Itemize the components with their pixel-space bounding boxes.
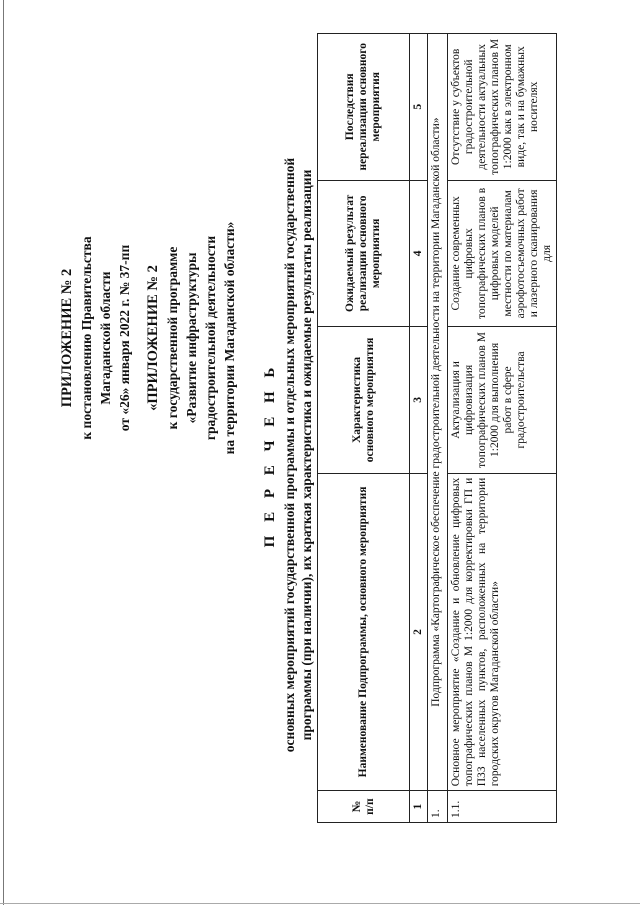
appendix-line: на территории Магаданской области» — [222, 221, 237, 455]
appendix-header — [58, 158, 239, 518]
table-row — [448, 34, 557, 823]
table-header-row — [318, 34, 410, 823]
subprogram-row — [428, 34, 448, 823]
appendix-line: к постановлению Правительства — [79, 236, 94, 440]
column-number: 1 — [410, 791, 428, 823]
column-number-row — [410, 34, 428, 823]
header-cell-name: Наименование Подпрограммы, основного мероприятия — [318, 473, 410, 791]
column-number: 3 — [410, 327, 428, 474]
appendix-title: ПРИЛОЖЕНИЕ № 2 — [59, 268, 75, 408]
measure-characteristic: Актуализация и цифровизация топографических планов М 1:2000 для выполнения работ в сфере градостроительства — [448, 327, 557, 474]
appendix-line: к государственной программе — [165, 246, 180, 430]
subprogram-number: 1. — [428, 791, 448, 823]
appendix-date-line: от «26» января 2022 г. № 37-пп — [117, 244, 132, 432]
column-number: 5 — [410, 34, 428, 181]
row-number: 1.1. — [448, 791, 557, 823]
measures-table — [317, 33, 557, 823]
title-word: П Е Р Е Ч Е Н Ь — [262, 362, 278, 548]
title-line: основных мероприятий государственной программы и отдельных мероприятий государственной — [282, 157, 297, 753]
appendix-line: Магаданской области — [98, 271, 113, 405]
appendix-line: «Развитие инфраструктуры — [184, 252, 199, 424]
header-cell-number: № п/п — [318, 791, 410, 823]
program-appendix-title: «ПРИЛОЖЕНИЕ № 2 — [145, 265, 161, 411]
subprogram-title: Подпрограмма «Картографическое обеспечение градостроительной деятельности на территории Магаданской области» — [428, 34, 448, 791]
measure-result: Создание современных цифровых топографических планов в цифровых моделей местности по материалам аэрофотосъемочных работ и лазерного сканирования для — [448, 180, 557, 327]
document-title — [262, 105, 315, 805]
appendix-line: градостроительной деятельности — [203, 235, 218, 441]
header-gap — [134, 158, 144, 518]
column-number: 2 — [410, 473, 428, 791]
measure-name: Основное мероприятие «Создание и обновление цифровых топографических планов М 1:2000 для корректировки ГП и ПЗЗ населенных пунктов, расположенных на территории городских округов Магаданской области» — [448, 473, 557, 791]
header-cell-characteristic: Характеристика основного мероприятия — [318, 327, 410, 474]
title-line: программы (при наличии), их краткая характеристика и ожидаемые результаты реализации — [299, 169, 314, 741]
column-number: 4 — [410, 180, 428, 327]
header-cell-consequence: Последствия нереализации основного мероприятия — [318, 34, 410, 181]
measure-consequence: Отсутствие у субъектов градостроительной деятельности актуальных топографических планов М 1:2000 как в электронном виде, так и на бумажных носителях — [448, 34, 557, 181]
header-cell-result: Ожидаемый результат реализации основного мероприятия — [318, 180, 410, 327]
